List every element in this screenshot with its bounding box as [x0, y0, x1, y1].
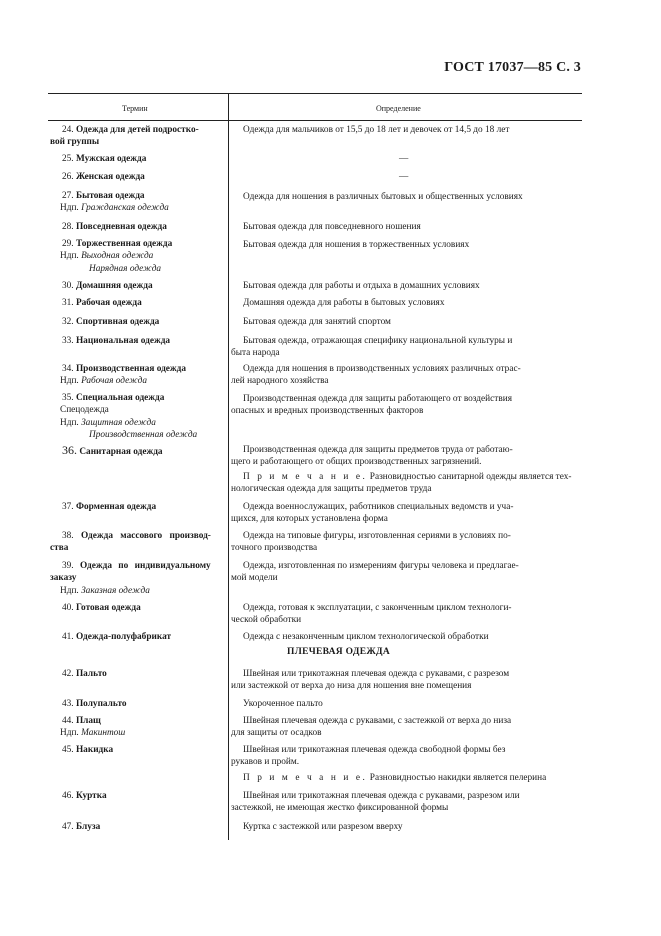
term-46: 46. Куртка	[62, 791, 107, 801]
definition-36: Производственная одежда для защиты предметов труда от работаю- щего и работающего от общих производственных загрязнений.	[231, 445, 513, 468]
term-24: 24. Одежда для детей подростко- вой группы	[50, 125, 199, 148]
note-36: П р и м е ч а н и е. Разновидностью санитарной одежды является тех- нологическая одежда для защиты предметов труда	[231, 472, 572, 495]
term-36: 36. Санитарная одежда	[62, 443, 163, 457]
definition-37: Одежда военнослужащих, работников специальных ведомств и уча- щихся, для которых установлена форма	[231, 502, 514, 525]
definition-43: Укороченное пальто	[243, 699, 323, 709]
definition-40: Одежда, готовая к эксплуатации, с законченным циклом технологи- ческой обработки	[231, 603, 512, 626]
term-37: 37. Форменная одежда	[62, 502, 157, 512]
definition-39: Одежда, изготовленная по измерениям фигуры человека и предлагае- мой модели	[231, 561, 519, 584]
definition-46: Швейная или трикотажная плечевая одежда с рукавами, разрезом или застежкой, не имеющая жестко фиксированной формы	[231, 791, 520, 814]
definition-33: Бытовая одежда, отражающая специфику национальной культуры и быта народа	[231, 336, 513, 359]
term-38: 38. Одежда массового производ- ства	[50, 531, 211, 554]
term-34: 34. Производственная одежда Ндп. Рабочая одежда	[60, 364, 186, 387]
term-25: 25. Мужская одежда	[62, 154, 147, 164]
term-27: 27. Бытовая одежда Ндп. Гражданская одежда	[60, 191, 169, 214]
column-header-definition: Определение	[376, 104, 421, 113]
definition-27: Одежда для ношения в различных бытовых и общественных условиях	[243, 192, 523, 202]
term-39: 39. Одежда по индивидуальному заказу Ндп. Заказная одежда	[50, 561, 211, 596]
term-26: 26. Женская одежда	[62, 172, 145, 182]
term-30: 30. Домашняя одежда	[62, 281, 153, 291]
definition-38: Одежда на типовые фигуры, изготовленная сериями в условиях по- точного производства	[231, 531, 511, 554]
definition-24: Одежда для мальчиков от 15,5 до 18 лет и девочек от 14,5 до 18 лет	[243, 125, 510, 135]
definition-28: Бытовая одежда для повседневного ношения	[243, 222, 421, 232]
column-divider	[228, 93, 229, 840]
definition-47: Куртка с застежкой или разрезом вверху	[243, 822, 403, 832]
section-title: ПЛЕЧЕВАЯ ОДЕЖДА	[287, 647, 391, 657]
table-header-rule	[48, 120, 582, 121]
definition-29: Бытовая одежда для ношения в торжественных условиях	[243, 240, 470, 250]
column-header-term: Термин	[122, 104, 148, 113]
definition-26: —	[399, 172, 409, 182]
page-header: ГОСТ 17037—85 С. 3	[444, 60, 581, 75]
term-41: 41. Одежда-полуфабрикат	[62, 632, 172, 642]
definition-35: Производственная одежда для защиты работающего от воздействия опасных и вредных производственных факторов	[231, 394, 512, 417]
term-47: 47. Блуза	[62, 822, 101, 832]
definition-44: Швейная плечевая одежда с рукавами, с застежкой от верха до низа для защиты от осадков	[231, 716, 512, 739]
definition-32: Бытовая одежда для занятий спортом	[243, 317, 391, 327]
definition-34: Одежда для ношения в производственных условиях различных отрас- лей народного хозяйства	[231, 364, 521, 387]
term-28: 28. Повседневная одежда	[62, 222, 167, 232]
definition-42: Швейная или трикотажная плечевая одежда с рукавами, с разрезом или застежкой от верха до низа для ношения вне помещения	[231, 669, 510, 692]
term-35: 35. Специальная одежда Спецодежда Ндп. Защитная одежда Производственная одежда	[60, 393, 198, 440]
term-42: 42. Пальто	[62, 669, 107, 679]
definition-45: Швейная или трикотажная плечевая одежда свободной формы без рукавов и пройм.	[231, 745, 506, 768]
definition-25: —	[399, 154, 409, 164]
term-32: 32. Спортивная одежда	[62, 317, 160, 327]
definition-41: Одежда с незаконченным циклом технологической обработки	[243, 632, 489, 642]
term-43: 43. Полупальто	[62, 699, 127, 709]
term-29: 29. Торжественная одежда Ндп. Выходная одежда Нарядная одежда	[60, 239, 173, 274]
definition-31: Домашняя одежда для работы в бытовых условиях	[243, 298, 445, 308]
term-40: 40. Готовая одежда	[62, 603, 141, 613]
term-33: 33. Национальная одежда	[62, 336, 171, 346]
definition-30: Бытовая одежда для работы и отдыха в домашних условиях	[243, 281, 480, 291]
term-44: 44. Плащ Ндп. Макинтош	[60, 716, 126, 739]
table-top-rule	[48, 93, 582, 94]
term-31: 31. Рабочая одежда	[62, 298, 142, 308]
note-45: П р и м е ч а н и е. Разновидностью накидки является пелерина	[243, 773, 547, 783]
term-45: 45. Накидка	[62, 745, 114, 755]
